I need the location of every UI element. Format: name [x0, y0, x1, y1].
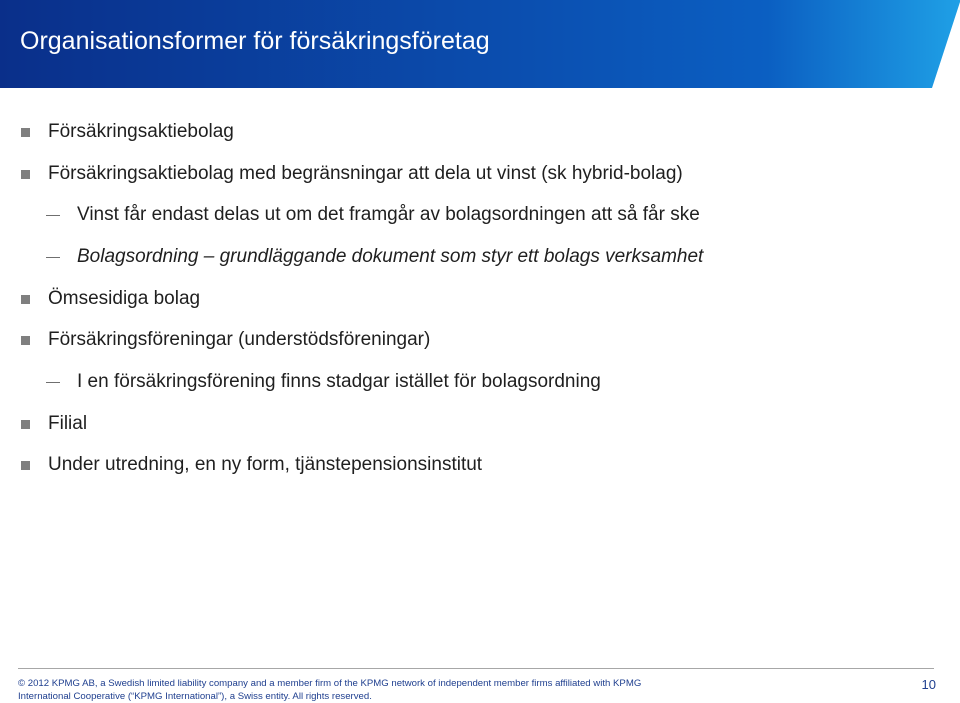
- list-subitem-text: Vinst får endast delas ut om det framgår av bolagsordningen att så får ske: [77, 204, 700, 225]
- list-item-text: Försäkringsaktiebolag: [48, 121, 234, 142]
- dash-bullet-icon: [46, 257, 60, 258]
- list-item: [0, 410, 960, 438]
- list-item: [0, 285, 960, 313]
- footer-divider: [18, 668, 934, 669]
- page-number: 10: [921, 677, 936, 692]
- dash-bullet-icon: [46, 215, 60, 216]
- list-item: [0, 451, 960, 479]
- list-item-text: Under utredning, en ny form, tjänstepensionsinstitut: [48, 454, 483, 475]
- list-item: [0, 326, 960, 354]
- list-item: [0, 118, 960, 146]
- list-item-text: Försäkringsföreningar (understödsföreningar): [48, 329, 431, 350]
- square-bullet-icon: [21, 295, 30, 304]
- list-item: [0, 160, 960, 188]
- copyright-line-2: International Cooperative (“KPMG International”), a Swiss entity. All rights reserved.: [18, 691, 372, 702]
- list-subitem: [0, 368, 960, 396]
- dash-bullet-icon: [46, 382, 60, 383]
- square-bullet-icon: [21, 336, 30, 345]
- slide-title: Organisationsformer för försäkringsföretag: [20, 27, 490, 55]
- square-bullet-icon: [21, 170, 30, 179]
- square-bullet-icon: [21, 128, 30, 137]
- list-subitem: [0, 201, 960, 229]
- copyright-notice: [18, 677, 641, 703]
- list-item-text: Försäkringsaktiebolag med begränsningar att dela ut vinst (sk hybrid-bolag): [48, 163, 683, 184]
- slide-header: [0, 0, 960, 88]
- square-bullet-icon: [21, 420, 30, 429]
- list-subitem: [0, 243, 960, 271]
- copyright-line-1: © 2012 KPMG AB, a Swedish limited liability company and a member firm of the KPMG network of independent member firms affiliated with KPMG: [18, 678, 642, 689]
- list-item-text: Filial: [48, 413, 88, 434]
- square-bullet-icon: [21, 461, 30, 470]
- list-subitem-text: I en försäkringsförening finns stadgar istället för bolagsordning: [77, 371, 601, 392]
- list-item-text: Ömsesidiga bolag: [48, 288, 201, 309]
- list-subitem-text: Bolagsordning – grundläggande dokument som styr ett bolags verksamhet: [77, 246, 704, 267]
